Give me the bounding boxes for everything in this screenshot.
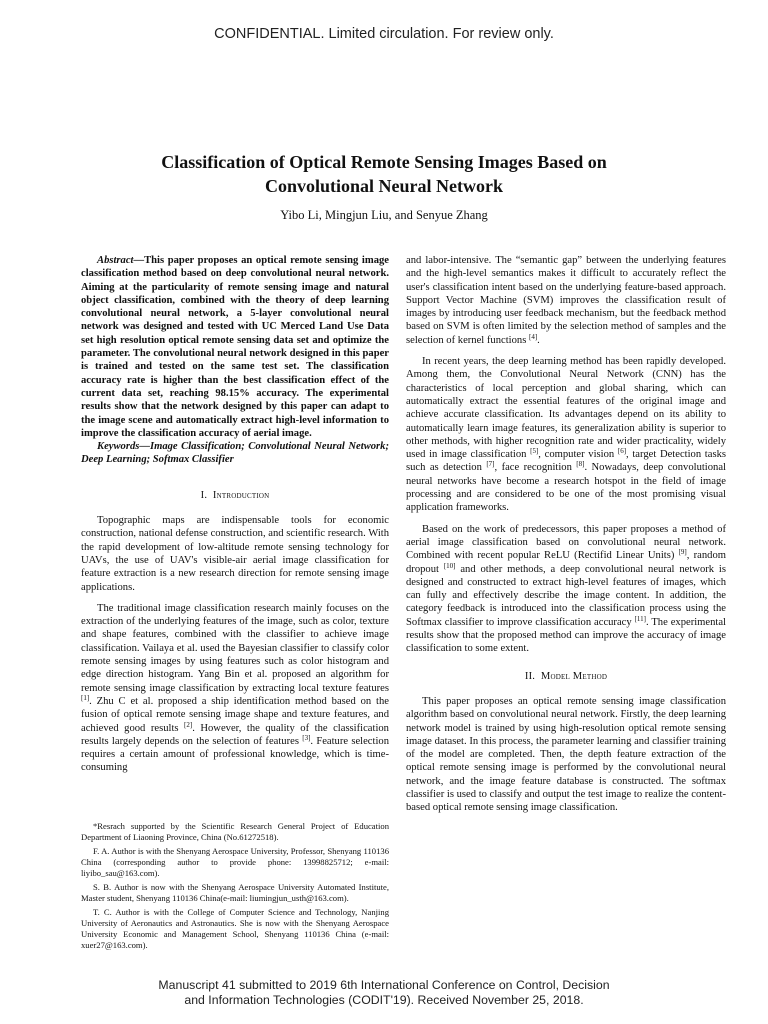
text-run: . Feature selection requires a certain amount of professional knowledge, which is time-consuming — [81, 735, 389, 774]
footnotes — [81, 821, 389, 954]
citation: [8] — [576, 460, 585, 469]
text-run: . Nowadays, deep convolutional neural networks have become a research hotspot in the field of image processing and are considered to be one of the most promising visual application frameworks. — [406, 462, 726, 514]
model-paragraph-1: This paper proposes an optical remote sensing image classification algorithm based on convolutional neural network. Firstly, the deep learning network model is trained by using high-resolution optical remote sensing image dataset. In this process, the parameter learning and classifier training of the model are completed. Then, the depth feature extraction of the optical remote sensing image is performed by the convolutional neural network, and the image feature database is constructed. The softmax classifier is used to classify and output the test image to realize the content-based optical remote sensing image classification. — [406, 695, 726, 814]
text-run: and labor-intensive. The “semantic gap” between the underlying features and the high-level semantics makes it difficult to accurately reflect the user's classification intent based on the underlying feature-based approach. Support Vector Machine (SVM) improves the classification result of images by introducing user feedback mechanism, but the feedback method based on SVM is often limited by the selection method of samples and the selection of kernel functions — [406, 255, 726, 346]
keywords: Keywords—Image Classification; Convolutional Neural Network; Deep Learning; Softmax Classifier — [81, 441, 389, 466]
text-run: , face recognition — [494, 462, 572, 474]
footnote-author-2: S. B. Author is now with the Shenyang Aerospace University Automated Institute, Master student, Shenyang 110136 China(e-mail: liumingjun_usth@163.com). — [81, 882, 389, 903]
abstract — [81, 254, 389, 440]
text-run: In recent years, the deep learning method has been rapidly developed. Among them, the Convolutional Neural Network (CNN) has the characteristics of local perception and global sharing, which can automatically extract the essential features of the original image and achieve accurate classification. Its advantages depend on its ability to automatically learn image features, its generalization ability is superior to other methods, with higher recognition rate and wider practicality, widely used in image classification — [406, 356, 726, 461]
authors: Yibo Li, Mingjun Liu, and Senyue Zhang — [280, 208, 488, 222]
citation: [10] — [443, 561, 456, 570]
right-column — [406, 254, 726, 823]
text-run: , target Detection tasks such as detection — [406, 449, 726, 474]
citation: [6] — [617, 447, 627, 456]
citation: [7] — [486, 460, 495, 469]
section-title: Model Method — [540, 670, 608, 682]
footnote-funding: *Resrach supported by the Scientific Research General Project of Education Department of Liaoning Province, China (No.61272518). — [81, 821, 389, 842]
text-run: . Zhu C et al. proposed a ship identification method based on the fusion of optical remote sensing image shape and texture features, and achieved good results — [81, 695, 389, 734]
section-heading-introduction — [81, 489, 389, 502]
section-title: Introduction — [212, 489, 270, 501]
text-run: Based on the work of predecessors, this paper proposes a method of aerial image classification based on convolutional neural network. Combined with recent popular ReLU (Rectifid Linear Units) — [406, 523, 726, 562]
intro-paragraph-5 — [406, 523, 726, 656]
title-line-1: Classification of Optical Remote Sensing Images Based on — [161, 152, 607, 172]
citation: [3] — [302, 733, 311, 742]
text-run: . The experimental results show that the proposed method can improve the accuracy of image classification to some extent. — [406, 616, 726, 655]
footnote-author-3: T. C. Author is with the College of Computer Science and Technology, Nanjing University of Aeronautics and Astronautics. She is now with the Shenyang Aerospace University Economic and Management School, Shenyang 110136 China (e-mail: xuer27@163.com). — [81, 907, 389, 950]
citation: [5] — [530, 447, 539, 456]
intro-paragraph-3 — [406, 254, 726, 347]
citation: [11] — [634, 614, 646, 623]
section-number: II. — [524, 670, 536, 682]
intro-paragraph-2 — [81, 602, 389, 775]
manuscript-line-1: Manuscript 41 submitted to 2019 6th International Conference on Control, Decision — [158, 978, 610, 992]
citation: [2] — [184, 720, 193, 729]
paper-title — [60, 150, 708, 198]
section-number: I. — [200, 489, 208, 501]
text-run: , random dropout — [406, 550, 726, 575]
title-line-2: Convolutional Neural Network — [265, 176, 503, 196]
manuscript-line-2: and Information Technologies (CODIT'19). Received November 25, 2018. — [184, 993, 584, 1007]
manuscript-footer — [0, 978, 768, 1008]
citation: [1] — [81, 693, 90, 702]
left-column — [81, 254, 389, 783]
section-heading-model-method — [406, 670, 726, 683]
text-run: . However, the quality of the classification results largely depends on the selection of features — [81, 722, 389, 747]
abstract-text: —This paper proposes an optical remote sensing image classification method based on deep convolutional neural network. Aiming at the particularity of remote sensing image and natural object classification, combined with the theory of deep learning convolutional neural network, a 5-layer convolutional neural network was designed and tested with UC Merced Land Use Data set high resolution optical remote sensing data set and optimize the parameter. The convolutional neural network designed in this paper is trained and tested on the same test set. The classification accuracy rate is higher than the best classification effect of the current data set, reaching 98.15% accuracy. The experimental results show that the network designed by this paper can adapt to the image scene and automatically extract high-level information to improve the classification accuracy of aerial image. — [81, 255, 389, 439]
citation: [4] — [528, 332, 538, 341]
text-run: . — [537, 334, 540, 346]
text-run: , computer vision — [538, 449, 615, 461]
intro-paragraph-4 — [406, 355, 726, 515]
confidential-notice: CONFIDENTIAL. Limited circulation. For review only. — [214, 26, 554, 42]
text-run: The traditional image classification research mainly focuses on the extraction of the underlying features of the image, such as color, texture and shape features, combined with the classifier to achieve image classification. Vailaya et al. used the Bayesian classifier to classify color remote sensing images by using features such as color histogram and edge direction histogram. Yang Bin et al. proposed an algorithm for remote sensing image classification by extracting local texture features — [81, 602, 389, 694]
footnote-author-1: F. A. Author is with the Shenyang Aerospace University, Professor, Shenyang 110136 China (corresponding author to provide phone: 13998825712; e-mail: liyibo_sau@163.com). — [81, 846, 389, 878]
abstract-label: Abstract — [97, 255, 134, 266]
citation: [9] — [678, 548, 687, 557]
text-run: and other methods, a deep convolutional neural network is designed and constructed to extract high-level features of images, which can fully and effectively describe the image content. In addition, the category feedback is introduced into the classification process using the Softmax classifier to improve classification accuracy — [406, 563, 726, 628]
intro-paragraph-1: Topographic maps are indispensable tools for economic construction, national defense construction, and scientific research. With the rapid development of low-altitude remote sensing technology for UAVs, the use of UAV's visible-air aerial image classification for feature extraction is a new research direction for remote sensing image applications. — [81, 515, 389, 593]
